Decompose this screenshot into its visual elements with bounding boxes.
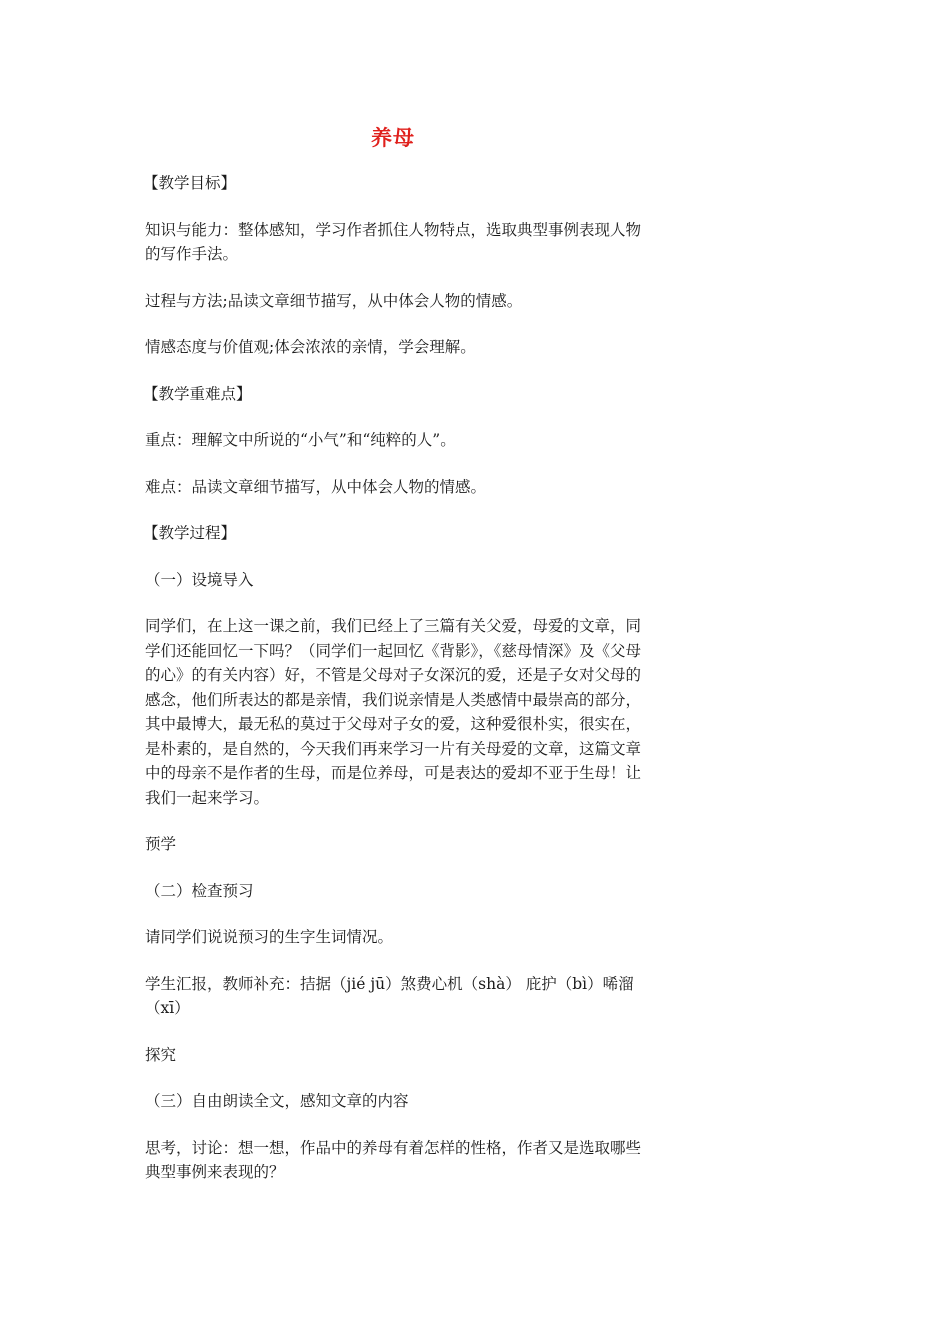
paragraph-process-method: 过程与方法;品读文章细节描写，从中体会人物的情感。 <box>145 291 523 310</box>
section-heading-objectives: 【教学目标】 <box>143 174 237 192</box>
document-title: 养母 <box>371 126 415 150</box>
paragraph-vocabulary: 学生汇报，教师补充：拮据（jié jū）煞费心机（shà） 庇护（bì）唏溜（xī） <box>145 974 634 1017</box>
paragraph-difficulty: 难点：品读文章细节描写，从中体会人物的情感。 <box>145 477 487 496</box>
label-preview: 预学 <box>145 835 177 853</box>
section-heading-process: 【教学过程】 <box>143 524 237 542</box>
subheading-free-reading: （三）自由朗读全文，感知文章的内容 <box>145 1092 409 1110</box>
paragraph-introduction: 同学们，在上这一课之前，我们已经上了三篇有关父爱，母爱的文章，同学们还能回忆一下吗？（同学们一起回忆《背影》，《慈母情深》及《父母的心》的有关内容）好，不管是父母对子女深沉的爱，还是子女对父母的感念，他们所表达的都是亲情，我们说亲情是人类感情中最崇高的部分，其中最博大，最无私的莫过于父母对子女的爱，这种爱很朴实，很实在，是朴素的，是自然的，今天我们再来学习一片有关母爱的文章，这篇文章中的母亲不是作者的生母，而是位养母，可是表达的爱却不亚于生母！让我们一起来学习。 <box>145 617 642 807</box>
label-explore: 探究 <box>145 1045 177 1064</box>
subheading-check-preview: （二）检查预习 <box>145 881 254 900</box>
paragraph-check-preview: 请同学们说说预习的生字生词情况。 <box>145 928 394 946</box>
document-body <box>145 171 645 1207</box>
subheading-introduction: （一）设境导入 <box>145 570 254 589</box>
paragraph-knowledge-ability: 知识与能力：整体感知，学习作者抓住人物特点，选取典型事例表现人物的写作手法。 <box>145 220 642 263</box>
section-heading-key-points: 【教学重难点】 <box>143 384 252 403</box>
paragraph-key-point: 重点：理解文中所说的“小气”和“纯粹的人”。 <box>145 431 456 449</box>
paragraph-discussion: 思考，讨论：想一想，作品中的养母有着怎样的性格，作者又是选取哪些典型事例来表现的？ <box>145 1138 642 1181</box>
paragraph-emotion-values: 情感态度与价值观;体会浓浓的亲情，学会理解。 <box>145 338 476 356</box>
